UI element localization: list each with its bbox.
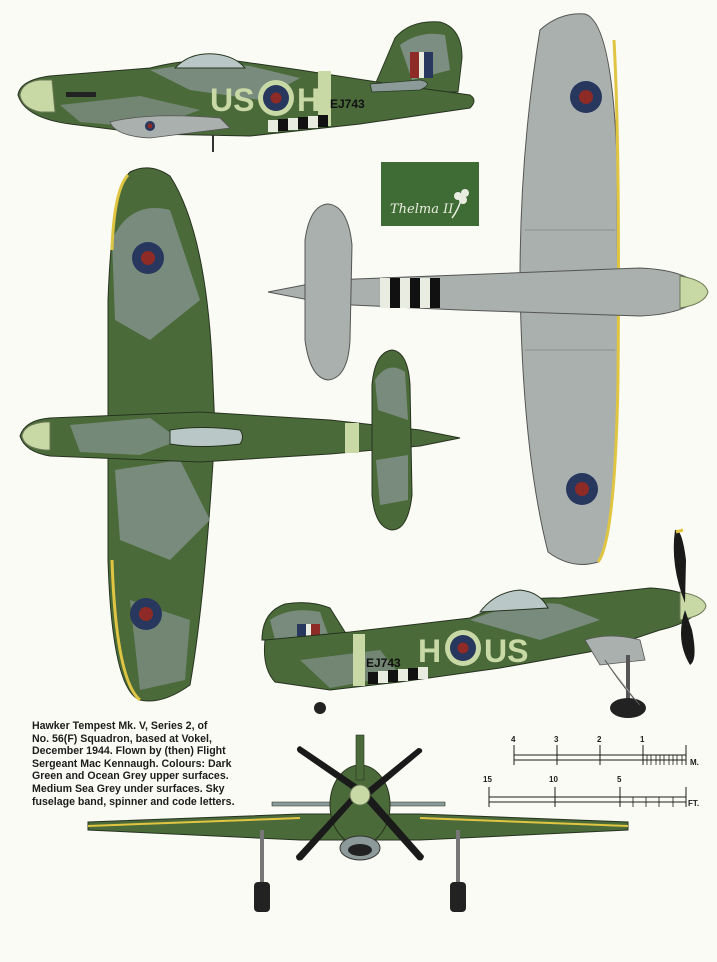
scale-bar-feet <box>483 775 699 808</box>
aircraft-caption <box>32 720 264 808</box>
code-letter-right-top: H <box>297 82 321 118</box>
serial-top: EJ743 <box>330 97 365 111</box>
scale-m-tick-4: 4 <box>511 735 516 744</box>
scale-ft-tick-15: 15 <box>483 775 492 784</box>
caption-line-7: fuselage band, spinner and code letters. <box>32 795 235 808</box>
side-view-bottom <box>262 530 706 718</box>
caption-line-2: No. 56(F) Squadron, based at Vokel, <box>32 732 212 745</box>
code-letter-left-bottom: H <box>418 633 442 669</box>
caption-line-5: Green and Ocean Grey upper surfaces. <box>32 770 229 783</box>
caption-line-4: Sergeant Mac Kennaugh. Colours: Dark <box>32 757 232 770</box>
side-view-top <box>18 22 474 152</box>
caption-line-1: Hawker Tempest Mk. V, Series 2, of <box>32 720 208 732</box>
scale-ft-tick-10: 10 <box>549 775 558 784</box>
upper-plan-view <box>20 168 460 701</box>
scale-m-tick-3: 3 <box>554 735 559 744</box>
scale-m-tick-1: 1 <box>640 735 645 744</box>
scale-ft-tick-5: 5 <box>617 775 622 784</box>
nose-art-panel <box>381 162 479 226</box>
code-letters-right-bottom: US <box>484 633 529 669</box>
scale-ft-unit: FT. <box>688 799 700 808</box>
fin-flash-top <box>410 52 433 78</box>
code-letters-left-top: US <box>210 82 255 118</box>
nose-art-text: Thelma II <box>390 202 454 217</box>
serial-bottom: EJ743 <box>366 656 401 670</box>
scale-m-tick-2: 2 <box>597 735 602 744</box>
scale-m-unit: M. <box>690 758 699 767</box>
scale-bar-metres <box>511 735 699 767</box>
caption-line-3: December 1944. Flown by (then) Flight <box>32 745 226 758</box>
caption-line-6: Medium Sea Grey under surfaces. Sky <box>32 782 225 795</box>
